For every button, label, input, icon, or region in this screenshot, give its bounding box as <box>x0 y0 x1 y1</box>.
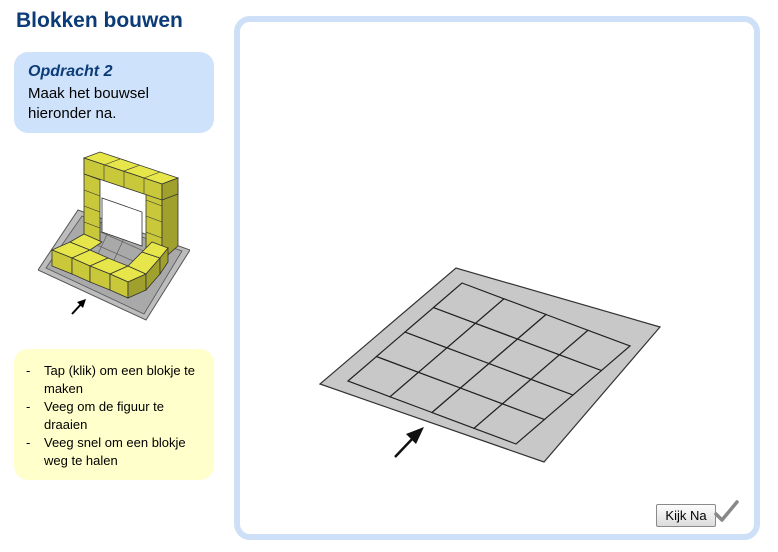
checkmark-icon <box>714 499 740 525</box>
instruction-item: - Tap (klik) om een blokje te maken <box>26 362 204 398</box>
instruction-item: - Veeg snel om een blokje weg te halen <box>26 434 204 470</box>
direction-arrow-icon <box>395 427 424 457</box>
assignment-text: Maak het bouwsel hieronder na. <box>28 85 149 122</box>
instruction-item: - Veeg om de figuur te draaien <box>26 398 204 434</box>
check-button[interactable]: Kijk Na <box>656 504 716 527</box>
assignment-heading: Opdracht 2 <box>28 63 113 80</box>
page-title: Blokken bouwen <box>16 9 183 32</box>
